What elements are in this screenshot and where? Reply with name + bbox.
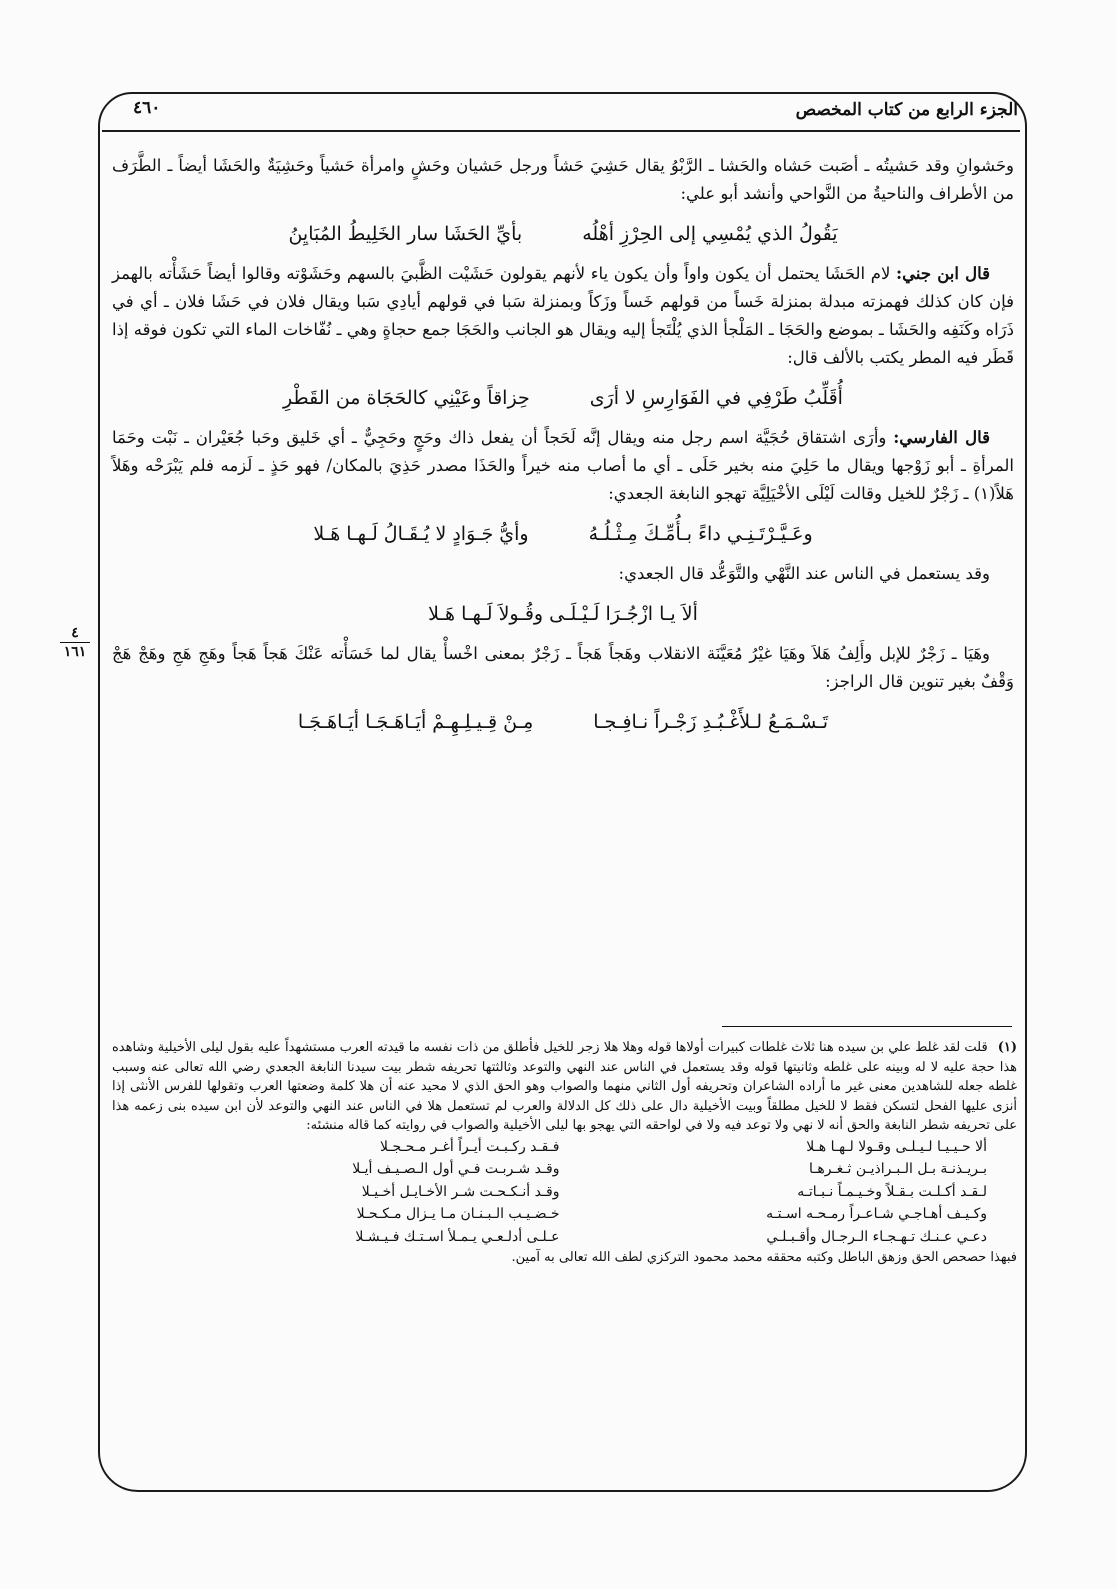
margin-marker-divider [60,642,90,643]
verse-2-second-hemistich: حِزاقاً وعَيْنِي كالحَجَاة من القَطْرِ [283,387,530,409]
paragraph-1: وحَشوانِ وقد حَشيتُه ـ أصَبت حَشاه والحَشا ـ الرَّبْوُ يقال حَشِيَ حَشاً ورجل حَشيان وحَشٍ وامرأة حَشياً وحَشِيَةٌ والحَشَا أيضاً ـ الطَّرَف من الأطراف والناحيةُ من النَّواحي وأنشد أبو علي: [112,156,1014,203]
page-number: ٤٦٠ [133,98,161,118]
verse-5 [112,708,1014,736]
footnote-closing: فبهذا حصحص الحق وزهق الباطل وكتبه محققه محمد محمود التركزي لطف الله تعالى به آمين. [511,1250,1017,1265]
verse-1 [112,220,1014,248]
poem-line: ألا حـيـيـا لـيـلـى وقـولا لـهـا هـلا [806,1138,987,1155]
paragraph-4: وقد يستعمل في الناس عند النَّهْي والتَّوَعُّد قال الجعدي: [618,564,990,583]
footnote-text [112,1038,1017,1136]
footnote [112,1038,1017,1268]
poem-line: لـقـد أكـلـت بـقـلاً وخـيـمـاً نـبـاتـه [797,1183,987,1200]
verse-2 [112,384,1014,412]
poem-line: وقـد شـربـت فـي أول الـصـيـف أيـلا [352,1161,560,1177]
verse-1-second-hemistich: بأيِّ الحَشَا سار الخَلِيطُ المُبَايِنُ [288,223,523,245]
verse-5-first-hemistich: تَـسْـمَـعُ لـلأَغْـبُـدِ زَجْـراً نـافِـجـا [593,711,829,733]
speaker-ibn-jinni: قال ابن جني: [896,264,991,283]
poem-line: دعـي عـنـك تـهـجـاء الـرجـال وأقـبـلـي [766,1228,987,1245]
verse-3 [112,520,1014,548]
margin-marker-bottom: ١٦١ [63,644,87,660]
verse-3-second-hemistich: وأيُّ جَـوَادٍ لا يُـقَـالُ لَـهـا هَـلا [313,523,529,545]
verse-4-line: ألاَ يـا ازْجُـرَا لَـيْـلَـى وقُـولاَ لَـهـا هَـلا [428,603,698,625]
poem-line: عـلـى أدلـعـي يـمـلأ اسـتـك فـيـشـلا [355,1228,560,1245]
poem-line: خـضـيـب الـبـنـان مـا يـزال مـكـحـلا [356,1206,560,1222]
paragraph-2-text: لام الحَشَا يحتمل أن يكون واواً وأن يكون ياء لأنهم يقولون حَشَيْت الظَّبيَ بالسهم وحَشَوْته وقالوا أيضاً حَشَأْته بالهمز فإن كان كذلك فهمزته مبدلة بمنزلة خَساً من قولهم خَساً وزَكاً وبمنزلة سَبا في قولهم أيادِي سَبا ويقال فلان في حَشَا فلان ـ أي في ذَرَاه وكَنَفِه والحَشَا ـ بموضع والحَجَا ـ المَلْجأ الذي يُلْتَجأ إليه ويقال هو الجانب والحَجَا جمع حجاةٍ وهي ـ نُفّاخات الماء التي تكون فوقه إذا قَطَر فيه المطر يكتب بالألف قال: [112,264,1014,367]
margin-page-marker [58,626,92,659]
poem-line: وكـيـف أهـاجـي شـاعـراً رمـحـه اسـتـه [766,1206,987,1222]
verse-2-first-hemistich: أُقَلِّبُ طَرْفِي في الفَوَارِسِ لا أرَى [589,387,843,409]
paragraph-3 [112,424,1014,508]
poem-line: فـقـد ركـبـت أيـراً أغـر مـحـجـلا [380,1138,560,1155]
paragraph-5: وهَيَا ـ زَجْرٌ للإبل وأَلِفُ هَلاَ وهَيَا غيْرُ مُعَيَّنَة الانقلاب وهَجاً هَجاً ـ زَجْرٌ بمعنى اخْسأْ يقال لما خَسَأْته عَنْكَ هَجاً هَجاً وهَجِ هَجِ وهَجْ هَجْ وَقْفٌ بغير تنوين قال الراجز: [112,644,1014,691]
page-header [105,96,1018,130]
paragraph-3-text: وأرَى اشتقاق حُجَيَّة اسم رجل منه ويقال إنَّه لَحَجاً أن يفعل ذاك وحَجٍ وحَجِيٌّ ـ أي خَليق وحَبا جُعَيْران ـ نَبْت وحَمَا المرأةِ ـ أبو زَوْجها ويقال ما حَلِيَ منه بخير حَلَى ـ أي ما أصاب منه خيراً والحَذَا مصدر حَذِيَ بالمكان/ فهو حَذٍ ـ لَزمه فلم يَبْرَحْه وهَلاً هَلاً(١) ـ زَجْرٌ للخيل وقالت لَيْلَى الأخْيَلِيَّة تهجو النابغة الجعدي: [112,428,1014,503]
main-text [112,152,1014,748]
verse-5-second-hemistich: مِـنْ قِـيـلِـهِـمْ أيَـاهَـجَـا أيَـاهَـجَـا [297,711,534,733]
verse-4 [112,600,1014,628]
verse-1-first-hemistich: يَقُولُ الذي يُمْسِي إلى الحِرْزِ أهْلُه [582,223,838,245]
verse-3-first-hemistich: وعَـيَّـرْتَـنِـي داءً بـأُمِّـكَ مِـثْـلُـهُ [588,523,813,545]
poem-line: وقـد أنـكـحـت شـر الأخـايـل أخـيـلا [361,1183,560,1200]
margin-marker-top: ٤ [71,625,79,641]
footnote-rule [722,1026,1012,1027]
running-title: الجزء الرابع من كتاب المخصص [795,100,1018,120]
footnote-number: (١) [997,1040,1017,1055]
footnote-body: قلت لقد غلط علي بن سيده هنا ثلاث غلطات كبيرات أولاها قوله وهلا هلا زجر للخيل فأطلق من ذات نفسه ما قيدته العرب مستشهداً عليه بقول ليلى الأخيلية وشاهده هذا حجة عليه لا له وبينه على غلطه وثانيتها قوله وقد يستعمل في الناس عند النهي والتوعد وثالثتها تحريفه شطر بيت سيدنا النابغة الجعدي رضي الله تعالى عنه وسبب غلطه جعله للشاهدين معنى غير ما أراده الشاعران وتحريفه أول الثاني منهما والصواب وهو الحق الذي لا محيد عنه أن هلا كلمة وضعتها العرب وتقولها للفرس الأنثى إذا أنزى عليها الفحل لتسكن فقط لا للخيل مطلقاً وبيت الأخيلية دال على ذلك كل الدلالة والعرب لم تستعمل هلا في الناس عند النهي والتوعد لأن ابن سيده بنى زعمه هذا على تحريفه شطر النابغة والحق أنه لا نهي ولا توعد فيه ولا في لواحقه التي يهجو بها ليلى الأخيلية والصواب في روايته كما قاله منشئه: [112,1040,1017,1133]
speaker-farisi: قال الفارسي: [893,428,990,447]
poem-line: بـريـذنـة بـل الـبـراذيـن ثـغـرهـا [809,1161,987,1177]
header-rule [102,130,1020,132]
paragraph-2 [112,260,1014,372]
footnote-poem [172,1136,987,1249]
